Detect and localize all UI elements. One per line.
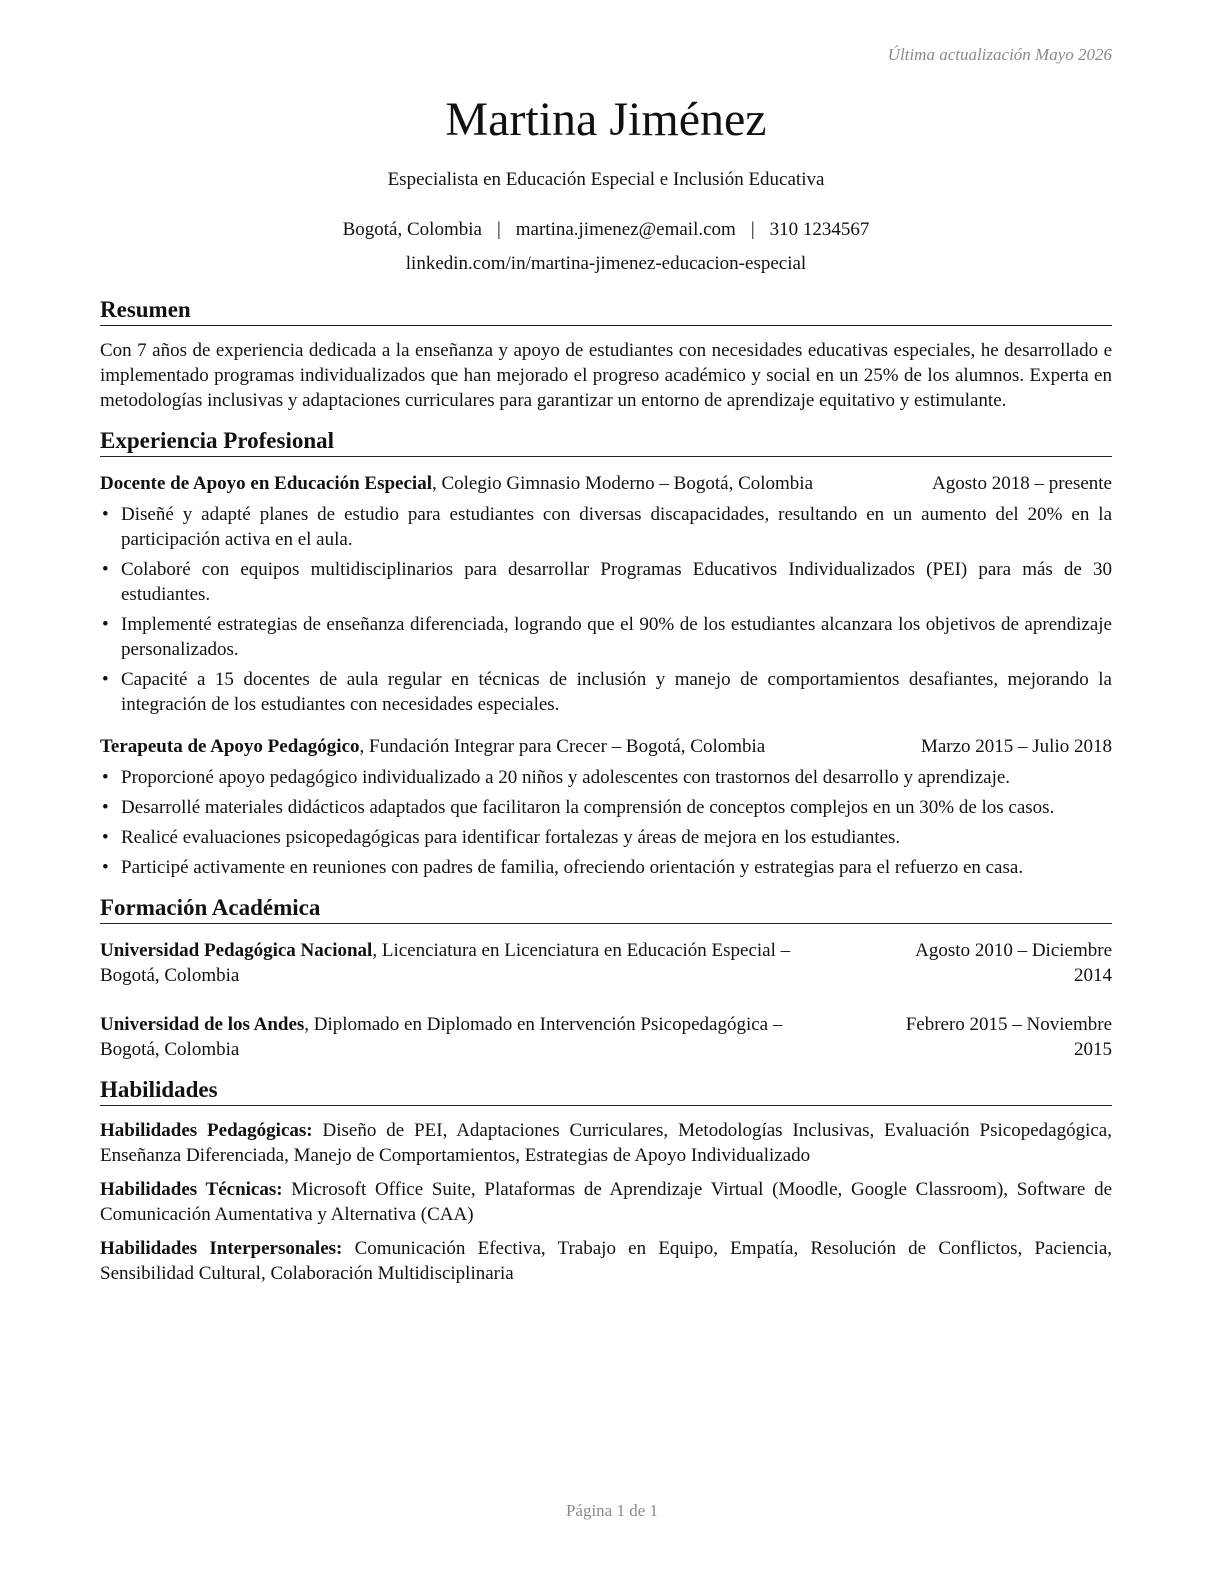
phone: 310 1234567 (769, 219, 870, 240)
job-org: , Fundación Integrar para Crecer – Bogotá, Colombia (359, 736, 766, 757)
job-bullets (100, 765, 1112, 880)
section-title: Experiencia Profesional (100, 427, 1112, 457)
contact-separator: | (750, 219, 755, 240)
location: Bogotá, Colombia (342, 219, 482, 240)
list-item: • Participé activamente en reuniones con padres de familia, ofreciendo orientación y estrategias para el refuerzo en casa. (100, 855, 1112, 880)
job-title-line (100, 734, 765, 759)
skill-text: Microsoft Office Suite, Plataformas de Aprendizaje Virtual (Moodle, Google Classroom), Software de Comunicación Aumentativa y Alternativa (CAA) (100, 1179, 1113, 1225)
education-title-line (100, 938, 790, 963)
skills-section (100, 1076, 1112, 1286)
skill-text: Diseño de PEI, Adaptaciones Curriculares, Metodologías Inclusivas, Evaluación Psicopedagógica, Enseñanza Diferenciada, Manejo de Comportamientos, Estrategias de Apoyo Individualizado (100, 1120, 1112, 1166)
linkedin-link[interactable]: linkedin.com/in/martina-jimenez-educacion-especial (405, 253, 807, 274)
education-entry (100, 938, 1112, 988)
summary-section (100, 296, 1112, 413)
skill-group (100, 1236, 1112, 1286)
experience-section (100, 427, 1112, 880)
list-item: • Realicé evaluaciones psicopedagógicas para identificar fortalezas y áreas de mejora en los estudiantes. (100, 825, 1112, 850)
last-updated: Última actualización Mayo 2026 (887, 45, 1112, 64)
education-entry (100, 1012, 1112, 1062)
education-section (100, 894, 1112, 1062)
education-dates-start: Agosto 2010 – Diciembre (915, 940, 1112, 961)
job-dates: Marzo 2015 – Julio 2018 (920, 736, 1112, 757)
skill-group (100, 1177, 1112, 1227)
email-link[interactable]: martina.jimenez@email.com (515, 219, 736, 240)
education-dates-end: 2014 (1074, 965, 1112, 986)
summary-text: Con 7 años de experiencia dedicada a la enseñanza y apoyo de estudiantes con necesidades educativas especiales, he desarrollado e implementado programas individualizados que han mejorado el progreso académico y social en un 25% de los alumnos. Experta en metodologías inclusivas y adaptaciones curriculares para garantizar un entorno de aprendizaje equitativo y estimulante. (100, 340, 1112, 411)
job-title-line (100, 471, 813, 496)
contact-separator: | (496, 219, 501, 240)
degree: , Licenciatura en Licenciatura en Educación Especial – (372, 940, 791, 961)
job-header (100, 734, 1112, 759)
candidate-name: Martina Jiménez (445, 93, 767, 146)
education-header (100, 938, 1112, 963)
education-subrow (100, 963, 1112, 988)
education-location: Bogotá, Colombia (100, 1039, 240, 1060)
section-title: Resumen (100, 296, 1112, 326)
list-item: • Proporcioné apoyo pedagógico individualizado a 20 niños y adolescentes con trastornos del desarrollo y aprendizaje. (100, 765, 1112, 790)
skill-text: Comunicación Efectiva, Trabajo en Equipo, Empatía, Resolución de Conflictos, Paciencia, Sensibilidad Cultural, Colaboración Multidisciplinaria (100, 1238, 1113, 1284)
education-header (100, 1012, 1112, 1037)
education-dates-start: Febrero 2015 – Noviembre (905, 1014, 1112, 1035)
job-header (100, 471, 1112, 496)
headline: Especialista en Educación Especial e Inclusión Educativa (387, 169, 825, 190)
degree: , Diplomado en Diplomado en Intervención Psicopedagógica – (304, 1014, 783, 1035)
skill-label: Habilidades Pedagógicas: (100, 1120, 313, 1141)
education-dates-end: 2015 (1074, 1039, 1112, 1060)
page-number: Página 1 de 1 (565, 1501, 659, 1520)
education-title-line (100, 1012, 782, 1037)
skill-group (100, 1118, 1112, 1168)
job-entry (100, 471, 1112, 717)
school-name: Universidad Pedagógica Nacional (100, 940, 373, 961)
list-item: • Capacité a 15 docentes de aula regular en técnicas de inclusión y manejo de comportamientos desafiantes, mejorando la integración de los estudiantes con necesidades especiales. (100, 667, 1112, 717)
education-location: Bogotá, Colombia (100, 965, 240, 986)
education-subrow (100, 1037, 1112, 1062)
section-title: Formación Académica (100, 894, 1112, 924)
list-item: • Diseñé y adapté planes de estudio para estudiantes con diversas discapacidades, resultando en un aumento del 20% en la participación activa en el aula. (100, 502, 1112, 552)
job-dates: Agosto 2018 – presente (932, 473, 1112, 494)
job-org: , Colegio Gimnasio Moderno – Bogotá, Colombia (431, 473, 814, 494)
section-title: Habilidades (100, 1076, 1112, 1106)
skill-label: Habilidades Interpersonales: (100, 1238, 343, 1259)
list-item: • Colaboré con equipos multidisciplinarios para desarrollar Programas Educativos Individualizados (PEI) para más de 30 estudiantes. (100, 557, 1112, 607)
school-name: Universidad de los Andes (100, 1014, 305, 1035)
job-role: Terapeuta de Apoyo Pedagógico (100, 736, 360, 757)
resume-page (100, 40, 1112, 1286)
contact-line (100, 216, 1112, 244)
job-bullets (100, 502, 1112, 717)
job-entry (100, 734, 1112, 880)
skill-label: Habilidades Técnicas: (100, 1179, 283, 1200)
list-item: • Desarrollé materiales didácticos adaptados que facilitaron la comprensión de conceptos complejos en un 30% de los casos. (100, 795, 1112, 820)
list-item: • Implementé estrategias de enseñanza diferenciada, logrando que el 90% de los estudiantes alcanzara los objetivos de aprendizaje personalizados. (100, 612, 1112, 662)
job-role: Docente de Apoyo en Educación Especial (100, 473, 432, 494)
